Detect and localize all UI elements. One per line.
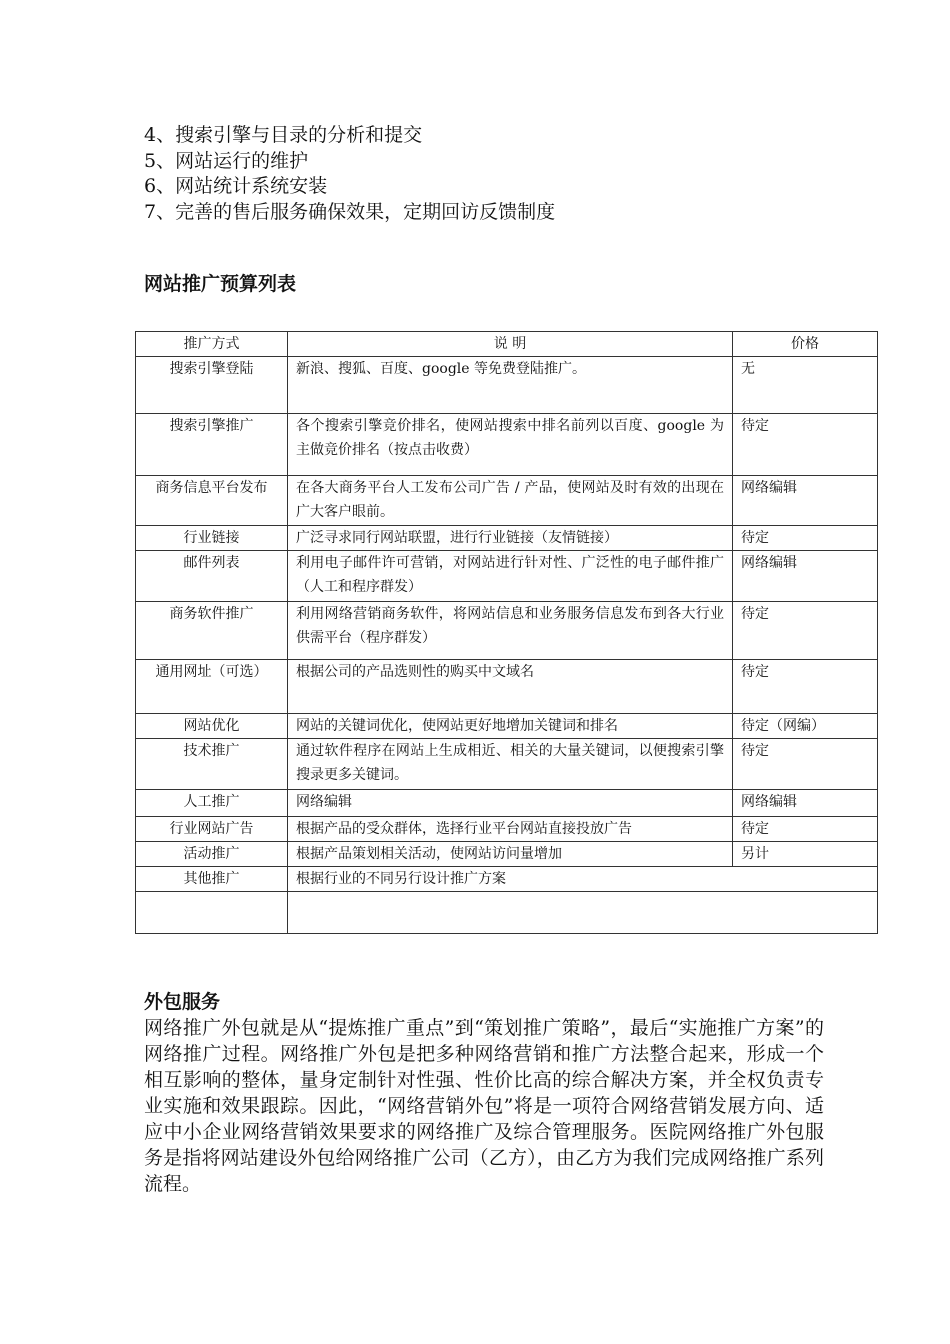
table-row-empty — [136, 892, 878, 934]
cell-empty — [136, 892, 288, 934]
cell-desc: 新浪、搜狐、百度、google 等免费登陆推广。 — [288, 357, 733, 414]
cell-price: 待定 — [733, 414, 878, 476]
service-list — [144, 123, 555, 225]
outsourcing-body: 网络推广外包就是从“提炼推广重点”到“策划推广策略”，最后“实施推广方案”的网络推广过程。网络推广外包是把多种网络营销和推广方法整合起来，形成一个相互影响的整体，量身定制针对性强、性价比高的综合解决方案，并全权负责专业实施和效果跟踪。因此，“网络营销外包”将是一项符合网络营销发展方向、适应中小企业网络营销效果要求的网络推广及综合管理服务。医院网络推广外包服务是指将网站建设外包给网络推广公司（乙方），由乙方为我们完成网络推广系列流程。 — [144, 1017, 824, 1195]
cell-price: 另计 — [733, 842, 878, 867]
cell-method: 活动推广 — [136, 842, 288, 867]
cell-desc: 根据产品的受众群体，选择行业平台网站直接投放广告 — [288, 817, 733, 842]
cell-desc: 广泛寻求同行网站联盟，进行行业链接（友情链接） — [288, 526, 733, 551]
cell-desc: 根据行业的不同另行设计推广方案 — [288, 867, 878, 892]
table-row — [136, 526, 878, 551]
cell-desc: 根据产品策划相关活动，使网站访问量增加 — [288, 842, 733, 867]
outsourcing-heading: 外包服务 — [144, 991, 221, 1013]
cell-desc: 网站的关键词优化，使网站更好地增加关键词和排名 — [288, 714, 733, 739]
table-row — [136, 357, 878, 414]
budget-heading: 网站推广预算列表 — [144, 273, 297, 295]
budget-table — [135, 331, 878, 934]
cell-desc: 通过软件程序在网站上生成相近、相关的大量关键词，以便搜索引擎搜录更多关键词。 — [288, 739, 733, 790]
list-item: 6、网站统计系统安装 — [144, 175, 328, 197]
cell-desc: 利用电子邮件许可营销，对网站进行针对性、广泛性的电子邮件推广（人工和程序群发） — [288, 551, 733, 602]
cell-desc: 各个搜索引擎竞价排名，使网站搜索中排名前列以百度、google 为主做竞价排名（按点击收费） — [288, 414, 733, 476]
cell-method: 其他推广 — [136, 867, 288, 892]
table-row — [136, 867, 878, 892]
list-item: 4、搜索引擎与目录的分析和提交 — [144, 124, 423, 146]
cell-method: 行业网站广告 — [136, 817, 288, 842]
cell-method: 网站优化 — [136, 714, 288, 739]
cell-empty — [288, 892, 878, 934]
table-row — [136, 817, 878, 842]
cell-desc: 根据公司的产品选则性的购买中文域名 — [288, 660, 733, 714]
cell-price: 网络编辑 — [733, 551, 878, 602]
table-row — [136, 790, 878, 817]
table-row — [136, 476, 878, 526]
table-header-row — [136, 332, 878, 357]
table-row — [136, 660, 878, 714]
table-row — [136, 414, 878, 476]
outsourcing-section — [144, 989, 824, 1197]
table-row — [136, 551, 878, 602]
header-price: 价格 — [733, 332, 878, 357]
cell-method: 邮件列表 — [136, 551, 288, 602]
cell-price: 网络编辑 — [733, 790, 878, 817]
cell-price: 待定 — [733, 739, 878, 790]
cell-method: 人工推广 — [136, 790, 288, 817]
cell-method: 行业链接 — [136, 526, 288, 551]
list-item: 5、网站运行的维护 — [144, 149, 309, 172]
header-method: 推广方式 — [136, 332, 288, 357]
table-row — [136, 714, 878, 739]
cell-price: 待定 — [733, 526, 878, 551]
cell-desc: 利用网络营销商务软件，将网站信息和业务服务信息发布到各大行业供需平台（程序群发） — [288, 602, 733, 660]
cell-price: 待定 — [733, 602, 878, 660]
cell-desc: 在各大商务平台人工发布公司广告 / 产品，使网站及时有效的出现在广大客户眼前。 — [288, 476, 733, 526]
cell-price: 网络编辑 — [733, 476, 878, 526]
cell-price: 待定 — [733, 817, 878, 842]
cell-price: 无 — [733, 357, 878, 414]
header-desc: 说 明 — [288, 332, 733, 357]
cell-desc: 网络编辑 — [288, 790, 733, 817]
cell-price: 待定 — [733, 660, 878, 714]
cell-method: 技术推广 — [136, 739, 288, 790]
cell-method: 通用网址（可选） — [136, 660, 288, 714]
cell-method: 商务信息平台发布 — [136, 476, 288, 526]
cell-method: 商务软件推广 — [136, 602, 288, 660]
list-item: 7、完善的售后服务确保效果，定期回访反馈制度 — [144, 200, 556, 223]
table-row — [136, 739, 878, 790]
cell-method: 搜索引擎推广 — [136, 414, 288, 476]
cell-price: 待定（网编） — [733, 714, 878, 739]
table-row — [136, 602, 878, 660]
cell-method: 搜索引擎登陆 — [136, 357, 288, 414]
table-row — [136, 842, 878, 867]
